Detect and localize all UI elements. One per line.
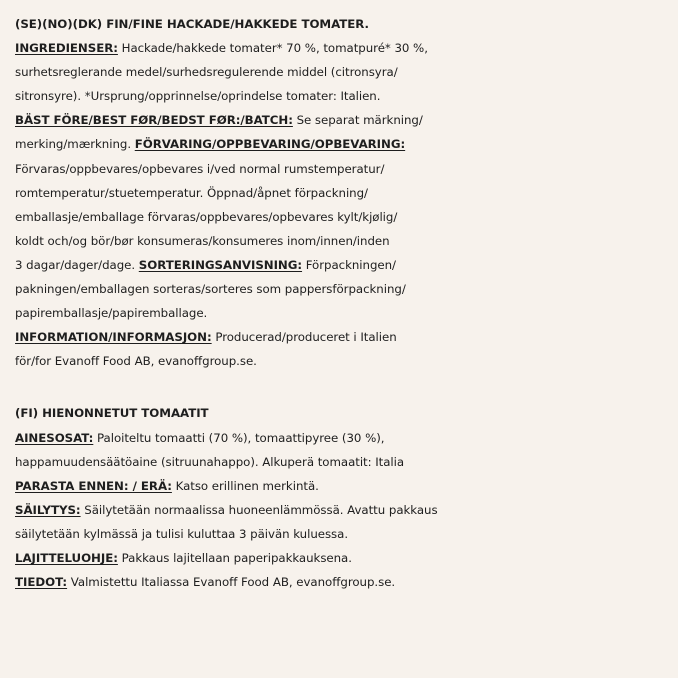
se-ingredients-line-2: surhetsreglerande medel/surhedsregulerende middel (citronsyra/: [15, 65, 398, 80]
fi-tiedot-label: TIEDOT:: [15, 575, 68, 590]
fi-parasta-text: Katso erillinen merkintä.: [171, 478, 319, 493]
fi-ainesosat-text-1: Paloiteltu tomaatti (70 %), tomaattipyree (30 %),: [93, 430, 385, 445]
se-storage-text-5: 3 dagar/dager/dage.: [15, 257, 139, 272]
se-info-text-1: Producerad/produceret i Italien: [211, 330, 397, 345]
fi-parasta-line: [15, 474, 678, 498]
fi-ainesosat-label: AINESOSAT:: [15, 430, 94, 445]
se-info-label: INFORMATION/INFORMASJON:: [15, 330, 212, 345]
se-storage-line-1: Förvaras/oppbevares/opbevares i/ved normal rumstemperatur/: [15, 161, 385, 176]
se-info-line-2: för/for Evanoff Food AB, evanoffgroup.se.: [15, 354, 257, 369]
se-bestbefore-line: [15, 108, 678, 132]
fi-sailytys-line-1: [15, 498, 678, 522]
fi-lajittelu-line: [15, 546, 678, 570]
se-heading: (SE)(NO)(DK) FIN/FINE HACKADE/HAKKEDE TOMATER.: [15, 17, 369, 31]
fi-heading: (FI) HIENONNETUT TOMAATIT: [15, 406, 209, 421]
fi-tiedot-text: Valmistettu Italiassa Evanoff Food AB, evanoffgroup.se.: [67, 575, 396, 590]
se-storage-line-0: [15, 132, 678, 156]
se-storage-line-3: emballasje/emballage förvaras/oppbevares/opbevares kylt/kjølig/: [15, 209, 398, 224]
se-ingredients-line-1: [15, 36, 678, 60]
se-bestbefore-label: BÄST FÖRE/BEST FØR/BEDST FØR:/BATCH:: [15, 113, 293, 128]
se-sorting-label: SORTERINGSANVISNING:: [138, 257, 303, 272]
se-storage-sorting-line: [15, 253, 678, 277]
se-merking-text: merking/mærkning.: [15, 137, 135, 152]
fi-lajittelu-label: LAJITTELUOHJE:: [15, 550, 118, 565]
se-sorting-line-3: papiremballasje/papiremballage.: [15, 306, 208, 321]
se-sorting-line-2: pakningen/emballagen sorteras/sorteres som pappersförpackning/: [15, 282, 406, 297]
fi-ainesosat-line-1: [15, 426, 678, 450]
se-sorting-text-1: Förpackningen/: [302, 257, 396, 272]
se-info-line-1: [15, 325, 678, 349]
section-spacer: [15, 373, 678, 401]
se-ingredients-label: INGREDIENSER:: [15, 41, 118, 56]
se-bestbefore-text: Se separat märkning/: [292, 113, 423, 128]
fi-ainesosat-line-2: happamuudensäätöaine (sitruunahappo). Alkuperä tomaatit: Italia: [15, 454, 405, 469]
fi-sailytys-label: SÄILYTYS:: [15, 502, 81, 517]
fi-parasta-label: PARASTA ENNEN: / ERÄ:: [15, 478, 172, 493]
fi-sailytys-text-1: Säilytetään normaalissa huoneenlämmössä. Avattu pakkaus: [80, 502, 438, 517]
fi-sailytys-line-2: säilytetään kylmässä ja tulisi kuluttaa 3 päivän kuluessa.: [15, 526, 349, 541]
se-storage-line-2: romtemperatur/stuetemperatur. Öppnad/åpnet förpackning/: [15, 185, 368, 200]
se-ingredients-line-3: sitronsyre). *Ursprung/opprinnelse/oprindelse tomater: Italien.: [15, 89, 381, 104]
fi-lajittelu-text: Pakkaus lajitellaan paperipakkauksena.: [117, 550, 352, 565]
fi-tiedot-line: [15, 570, 678, 594]
se-storage-label: FÖRVARING/OPPBEVARING/OPBEVARING:: [134, 137, 406, 152]
se-ingredients-text-1: Hackade/hakkede tomater* 70 %, tomatpuré* 30 %,: [117, 41, 428, 56]
se-storage-line-4: koldt och/og bör/bør konsumeras/konsumeres inom/innen/inden: [15, 233, 390, 248]
